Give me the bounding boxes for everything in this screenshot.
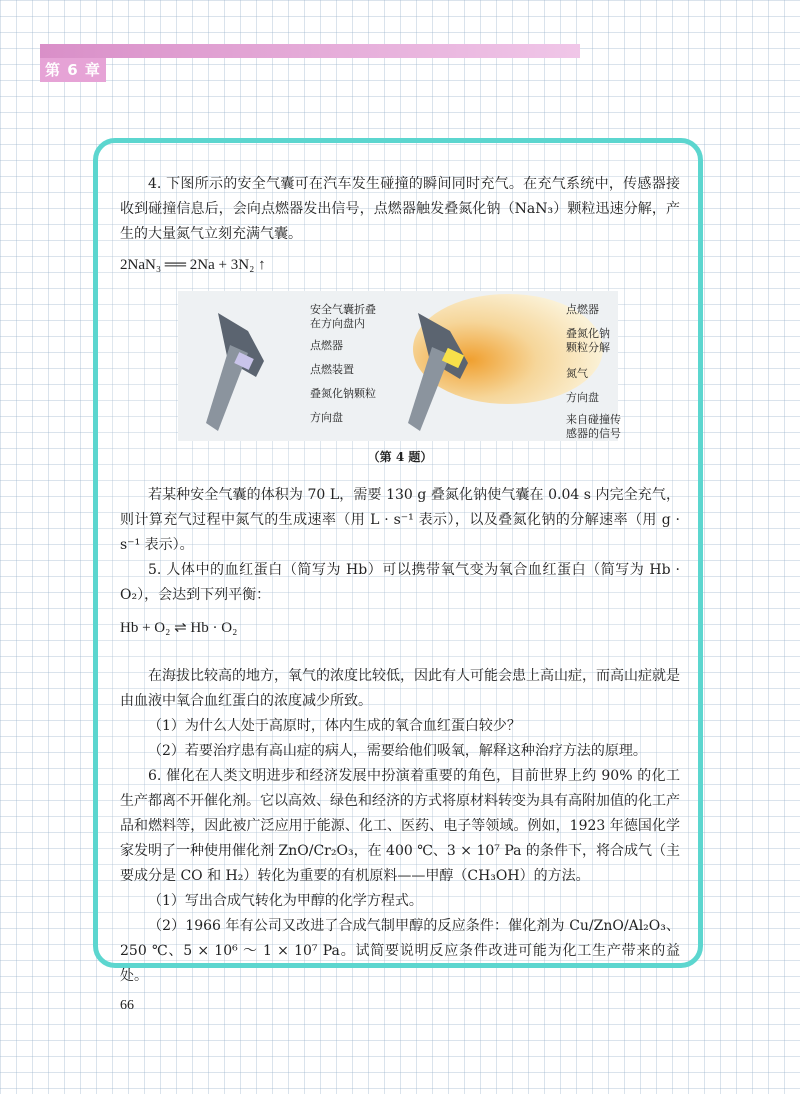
q4-equation: 2NaN₃ ══ 2Na + 3N₂ ↑ (120, 257, 266, 273)
label-decompose: 颗粒分解 (566, 341, 610, 354)
label-in-wheel: 在方向盘内 (310, 317, 365, 330)
q5-intro: 5. 人体中的血红蛋白（简写为 Hb）可以携带氧气变为氧合血红蛋白（简写为 Hb · O₂），会达到下列平衡： (120, 562, 680, 603)
q6-intro: 6. 催化在人类文明进步和经济发展中扮演着重要的角色，目前世界上约 90% 的化工生产都离不开催化剂。它以高效、绿色和经济的方式将原材料转变为具有高附加值的化工产品和燃料等，因此被广泛应用于能源、化工、医药、电子等领域。例如，1923 年德国化学家发明了一种使用催化剂 ZnO/Cr₂O₃，在 400 ℃、3 × 10⁷ Pa 的条件下，将合成气（主要成分是 CO 和 H₂）转化为重要的有机原料——甲醇（CH₃OH）的方法。 (120, 768, 680, 884)
label-signal-2: 感器的信号 (566, 427, 621, 440)
q4-question: 若某种安全气囊的体积为 70 L，需要 130 g 叠氮化钠使气囊在 0.04 s 内完全充气，则计算充气过程中氮气的生成速率（用 L · s⁻¹ 表示），以及叠氮化钠的分解速率（用 g · s⁻¹ 表示）。 (120, 487, 680, 553)
label-igniter-left: 点燃器 (310, 339, 343, 352)
label-ignition-device: 点燃装置 (310, 363, 354, 376)
label-airbag-folded: 安全气囊折叠 (310, 303, 376, 316)
figure-caption: （第 4 题） (367, 450, 433, 464)
q5-paragraph: 在海拔比较高的地方，氧气的浓度比较低，因此有人可能会患上高山症，而高山症就是由血液中氧合血红蛋白的浓度减少所致。 (120, 668, 680, 709)
page-number: 66 (120, 998, 134, 1013)
q6-sub1: （1）写出合成气转化为甲醇的化学方程式。 (148, 893, 423, 909)
exercise-content (120, 172, 680, 989)
q5-sub1: （1）为什么人处于高原时，体内生成的氧合血红蛋白较少？ (148, 718, 521, 734)
airbag-figure (120, 291, 680, 471)
airbag-illustration (178, 291, 618, 441)
label-nitrogen: 氮气 (566, 367, 588, 380)
q5-equation: Hb + O₂ ⇌ Hb · O₂ (120, 620, 238, 636)
chapter-tab-bar (40, 44, 580, 58)
label-wheel-left: 方向盘 (310, 411, 343, 424)
label-igniter-right: 点燃器 (566, 303, 599, 316)
q4-intro: 4. 下图所示的安全气囊可在汽车发生碰撞的瞬间同时充气。在充气系统中，传感器接收到碰撞信息后，会向点燃器发出信号，点燃器触发叠氮化钠（NaN₃）颗粒迅速分解，产生的大量氮气立刻充满气囊。 (120, 176, 680, 242)
q6-sub2: （2）1966 年有公司又改进了合成气制甲醇的反应条件：催化剂为 Cu/ZnO/Al₂O₃、250 ℃、5 × 10⁶ ～ 1 × 10⁷ Pa。试简要说明反应条件改进可能为化工生产带来的益处。 (120, 918, 680, 984)
label-signal-1: 来自碰撞传 (566, 413, 621, 426)
chapter-tab: 第 6 章 (40, 58, 106, 82)
label-wheel-right: 方向盘 (566, 391, 599, 404)
q5-sub2: （2）若要治疗患有高山症的病人，需要给他们吸氧，解释这种治疗方法的原理。 (148, 743, 647, 759)
label-nan3-pellets: 叠氮化钠颗粒 (310, 387, 376, 400)
label-nan3: 叠氮化钠 (566, 327, 610, 340)
